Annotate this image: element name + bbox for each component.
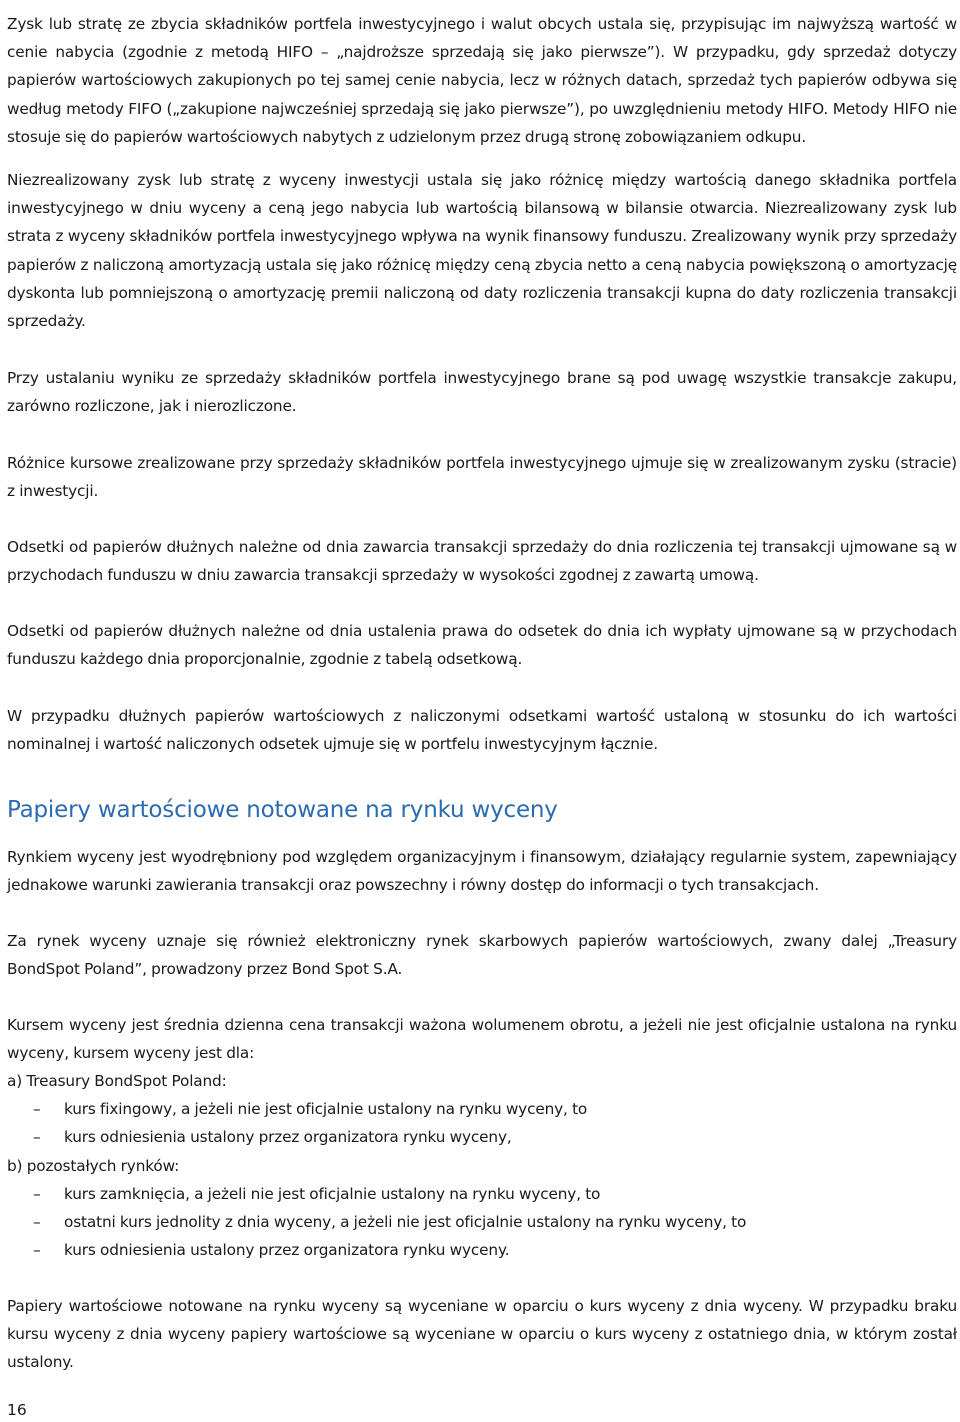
list-item	[7, 1095, 957, 1123]
dash-marker: –	[33, 1128, 41, 1147]
paragraph-market-definition: Rynkiem wyceny jest wyodrębniony pod względem organizacyjnym i finansowym, działający regularnie system, zapewniający jednakowe warunki zawierania transakcji oraz powszechny i równy dostęp do informacji o tych transakcjach.	[7, 848, 957, 895]
paragraph-closing: Papiery wartościowe notowane na rynku wyceny są wyceniane w oparciu o kurs wyceny z dnia wyceny. W przypadku braku kursu wyceny z dnia wyceny papiery wartościowe są wyceniane w oparciu o kurs wyceny z ostatniego dnia, w którym został ustalony.	[7, 1297, 957, 1372]
dash-marker: –	[33, 1241, 41, 1260]
paragraph-treasury-bondspot: Za rynek wyceny uznaje się również elektroniczny rynek skarbowych papierów wartościowych, zwany dalej „Treasury BondSpot Poland”, prowadzony przez Bond Spot S.A.	[7, 932, 957, 979]
list-item	[7, 1236, 957, 1264]
section-heading: Papiery wartościowe notowane na rynku wyceny	[7, 797, 558, 823]
dash-marker: –	[33, 1184, 41, 1203]
paragraph-interest-daily: Odsetki od papierów dłużnych należne od dnia ustalenia prawa do odsetek do dnia ich wypłaty ujmowane są w przychodach funduszu każdego dnia proporcjonalnie, zgodnie z tabelą odsetkową.	[7, 622, 957, 669]
page-number: 16	[7, 1401, 27, 1419]
paragraph-hifo-fifo: Zysk lub stratę ze zbycia składników portfela inwestycyjnego i walut obcych ustala się, przypisując im najwyższą wartość w cenie nabycia (zgodnie z metodą HIFO – „najdroższe sprzedają się jako pierwsze”). W przypadku, gdy sprzedaż dotyczy papierów wartościowych zakupionych po tej samej cenie nabycia, lecz w różnych datach, sprzedaż tych papierów odbywa się według metody FIFO („zakupione najwcześniej sprzedają się jako pierwsze”), po uwzględnieniu metody HIFO. Metody HIFO nie stosuje się do papierów wartościowych nabytych z udzielonym przez drugą stronę zobowiązaniem odkupu.	[7, 15, 957, 146]
list-item-text: kurs odniesienia ustalony przez organizatora rynku wyceny,	[64, 1128, 512, 1147]
paragraph-interest-sale: Odsetki od papierów dłużnych należne od dnia zawarcia transakcji sprzedaży do dnia rozliczenia tej transakcji ujmowane są w przychodach funduszu w dniu zawarcia transakcji sprzedaży w wysokości zgodnej z zawartą umową.	[7, 538, 957, 585]
list-label-b: b) pozostałych rynków:	[7, 1156, 180, 1175]
list-item	[7, 1123, 957, 1151]
valuation-price-list	[7, 1067, 957, 1264]
list-item-text: ostatni kurs jednolity z dnia wyceny, a jeżeli nie jest oficjalnie ustalony na rynku wyceny, to	[64, 1213, 747, 1232]
paragraph-unrealized-gain: Niezrealizowany zysk lub stratę z wyceny inwestycji ustala się jako różnicę między wartością danego składnika portfela inwestycyjnego w dniu wyceny a ceną jego nabycia lub wartością bilansową w bilansie otwarcia. Niezrealizowany zysk lub strata z wyceny składników portfela inwestycyjnego wpływa na wynik finansowy funduszu. Zrealizowany wynik przy sprzedaży papierów z naliczoną amortyzacją ustala się jako różnicę między ceną zbycia netto a ceną nabycia powiększoną o amortyzację dyskonta lub pomniejszoną o amortyzację premii naliczoną od daty rozliczenia transakcji kupna do daty rozliczenia transakcji sprzedaży.	[7, 171, 957, 331]
paragraph-debt-securities: W przypadku dłużnych papierów wartościowych z naliczonymi odsetkami wartość ustaloną w stosunku do ich wartości nominalnej i wartość naliczonych odsetek ujmuje się w portfelu inwestycyjnym łącznie.	[7, 707, 957, 754]
list-item	[7, 1180, 957, 1208]
list-item-text: kurs odniesienia ustalony przez organizatora rynku wyceny.	[64, 1241, 510, 1260]
paragraph-purchase-transactions: Przy ustalaniu wyniku ze sprzedaży składników portfela inwestycyjnego brane są pod uwagę wszystkie transakcje zakupu, zarówno rozliczone, jak i nierozliczone.	[7, 369, 957, 416]
list-item	[7, 1208, 957, 1236]
list-item-text: kurs zamknięcia, a jeżeli nie jest oficjalnie ustalony na rynku wyceny, to	[64, 1184, 601, 1203]
paragraph-valuation-price: Kursem wyceny jest średnia dzienna cena transakcji ważona wolumenem obrotu, a jeżeli nie jest oficjalnie ustalona na rynku wyceny, kursem wyceny jest dla:	[7, 1016, 957, 1063]
list-item-text: kurs fixingowy, a jeżeli nie jest oficjalnie ustalony na rynku wyceny, to	[64, 1100, 588, 1119]
paragraph-exchange-differences: Różnice kursowe zrealizowane przy sprzedaży składników portfela inwestycyjnego ujmuje się w zrealizowanym zysku (stracie) z inwestycji.	[7, 454, 957, 501]
dash-marker: –	[33, 1213, 41, 1232]
list-label-a: a) Treasury BondSpot Poland:	[7, 1072, 227, 1090]
dash-marker: –	[33, 1100, 41, 1119]
